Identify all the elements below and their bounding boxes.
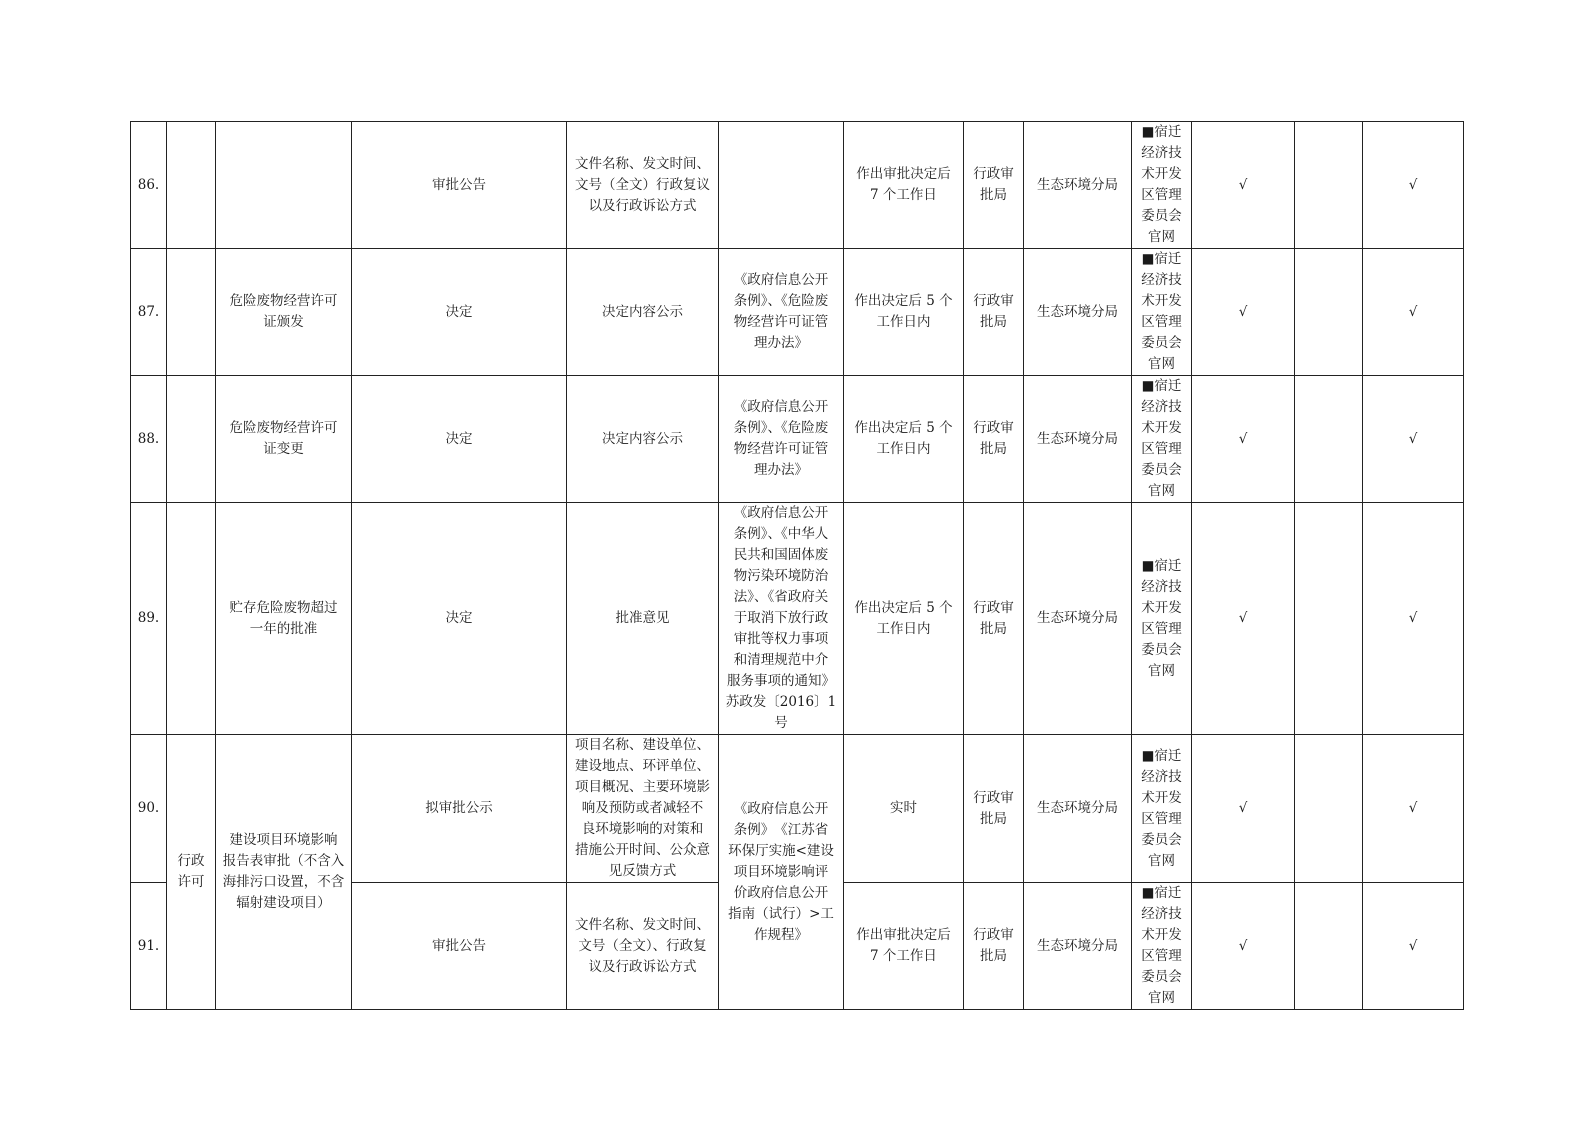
time-limit-cell: 作出审批决定后 7 个工作日 xyxy=(844,122,964,249)
time-limit-cell: 作出决定后 5 个 工作日内 xyxy=(844,249,964,376)
table-row xyxy=(131,249,1464,376)
row-number: 89. xyxy=(131,503,167,735)
responsible-unit-cell: 生态环境分局 xyxy=(1024,376,1132,503)
item-name-cell xyxy=(216,122,352,249)
disclosure-content-cell: 决定 xyxy=(352,503,567,735)
row-number: 90. xyxy=(131,735,167,883)
public-all-check: √ xyxy=(1192,503,1295,735)
row-number: 87. xyxy=(131,249,167,376)
disclosure-channel-cell: ■宿迁 经济技 术开发 区管理 委员会 官网 xyxy=(1132,376,1192,503)
public-specific-check xyxy=(1295,376,1363,503)
disclosure-subject-cell: 行政审 批局 xyxy=(964,503,1024,735)
responsible-unit-cell: 生态环境分局 xyxy=(1024,735,1132,883)
public-all-check: √ xyxy=(1192,883,1295,1010)
legal-basis-cell xyxy=(719,122,844,249)
disclosure-content-cell: 拟审批公示 xyxy=(352,735,567,883)
disclosure-channel-cell: ■宿迁 经济技 术开发 区管理 委员会 官网 xyxy=(1132,249,1192,376)
public-specific-check xyxy=(1295,122,1363,249)
item-name-cell: 危险废物经营许可 证变更 xyxy=(216,376,352,503)
time-limit-cell: 作出审批决定后 7 个工作日 xyxy=(844,883,964,1010)
category-cell xyxy=(167,376,216,503)
table-row xyxy=(131,503,1464,735)
disclosure-subject-cell: 行政审 批局 xyxy=(964,249,1024,376)
disclosure-channel-cell: ■宿迁 经济技 术开发 区管理 委员会 官网 xyxy=(1132,122,1192,249)
disclosure-content-cell: 决定 xyxy=(352,376,567,503)
time-limit-cell: 作出决定后 5 个 工作日内 xyxy=(844,376,964,503)
active-disclosure-check: √ xyxy=(1363,249,1464,376)
responsible-unit-cell: 生态环境分局 xyxy=(1024,883,1132,1010)
active-disclosure-check: √ xyxy=(1363,376,1464,503)
legal-basis-cell: 《政府信息公开 条例》、《中华人 民共和国固体废 物污染环境防治 法》、《省政府关 于取消下放行政 审批等权力事项 和清理规范中介 服务事项的通知》 苏政发〔2016〕1 号 xyxy=(719,503,844,735)
disclosure-scope-cell: 项目名称、建设单位、 建设地点、环评单位、 项目概况、主要环境影 响及预防或者减轻不 良环境影响的对策和 措施公开时间、公众意 见反馈方式 xyxy=(567,735,719,883)
active-disclosure-check: √ xyxy=(1363,503,1464,735)
legal-basis-cell: 《政府信息公开 条例》 《江苏省 环保厅实施<建设 项目环境影响评 价政府信息公开 指南（试行）>工 作规程》 xyxy=(719,735,844,1010)
time-limit-cell: 实时 xyxy=(844,735,964,883)
category-cell: 行政 许可 xyxy=(167,735,216,1010)
disclosure-subject-cell: 行政审 批局 xyxy=(964,376,1024,503)
active-disclosure-check: √ xyxy=(1363,735,1464,883)
legal-basis-cell: 《政府信息公开 条例》、《危险废 物经营许可证管 理办法》 xyxy=(719,249,844,376)
public-specific-check xyxy=(1295,883,1363,1010)
public-all-check: √ xyxy=(1192,735,1295,883)
table-row xyxy=(131,122,1464,249)
item-name-cell: 危险废物经营许可 证颁发 xyxy=(216,249,352,376)
row-number: 86. xyxy=(131,122,167,249)
disclosure-subject-cell: 行政审 批局 xyxy=(964,735,1024,883)
disclosure-content-cell: 审批公告 xyxy=(352,883,567,1010)
disclosure-scope-cell: 决定内容公示 xyxy=(567,249,719,376)
item-name-cell: 建设项目环境影响 报告表审批（不含入 海排污口设置，不含 辐射建设项目） xyxy=(216,735,352,1010)
public-specific-check xyxy=(1295,503,1363,735)
public-all-check: √ xyxy=(1192,376,1295,503)
active-disclosure-check: √ xyxy=(1363,122,1464,249)
disclosure-scope-cell: 文件名称、发文时间、 文号（全文）行政复议 以及行政诉讼方式 xyxy=(567,122,719,249)
legal-basis-cell: 《政府信息公开 条例》、《危险废 物经营许可证管 理办法》 xyxy=(719,376,844,503)
table-row xyxy=(131,376,1464,503)
row-number: 88. xyxy=(131,376,167,503)
disclosure-scope-cell: 文件名称、发文时间、 文号（全文）、行政复 议及行政诉讼方式 xyxy=(567,883,719,1010)
category-cell xyxy=(167,122,216,249)
responsible-unit-cell: 生态环境分局 xyxy=(1024,249,1132,376)
category-cell xyxy=(167,503,216,735)
category-cell xyxy=(167,249,216,376)
disclosure-channel-cell: ■宿迁 经济技 术开发 区管理 委员会 官网 xyxy=(1132,883,1192,1010)
public-all-check: √ xyxy=(1192,249,1295,376)
disclosure-table xyxy=(130,121,1464,1010)
time-limit-cell: 作出决定后 5 个 工作日内 xyxy=(844,503,964,735)
disclosure-channel-cell: ■宿迁 经济技 术开发 区管理 委员会 官网 xyxy=(1132,735,1192,883)
disclosure-content-cell: 审批公告 xyxy=(352,122,567,249)
row-number: 91. xyxy=(131,883,167,1010)
disclosure-subject-cell: 行政审 批局 xyxy=(964,883,1024,1010)
disclosure-scope-cell: 批准意见 xyxy=(567,503,719,735)
disclosure-scope-cell: 决定内容公示 xyxy=(567,376,719,503)
responsible-unit-cell: 生态环境分局 xyxy=(1024,503,1132,735)
active-disclosure-check: √ xyxy=(1363,883,1464,1010)
public-specific-check xyxy=(1295,249,1363,376)
public-all-check: √ xyxy=(1192,122,1295,249)
responsible-unit-cell: 生态环境分局 xyxy=(1024,122,1132,249)
disclosure-content-cell: 决定 xyxy=(352,249,567,376)
table-row xyxy=(131,735,1464,883)
public-specific-check xyxy=(1295,735,1363,883)
item-name-cell: 贮存危险废物超过 一年的批准 xyxy=(216,503,352,735)
disclosure-channel-cell: ■宿迁 经济技 术开发 区管理 委员会 官网 xyxy=(1132,503,1192,735)
disclosure-subject-cell: 行政审 批局 xyxy=(964,122,1024,249)
